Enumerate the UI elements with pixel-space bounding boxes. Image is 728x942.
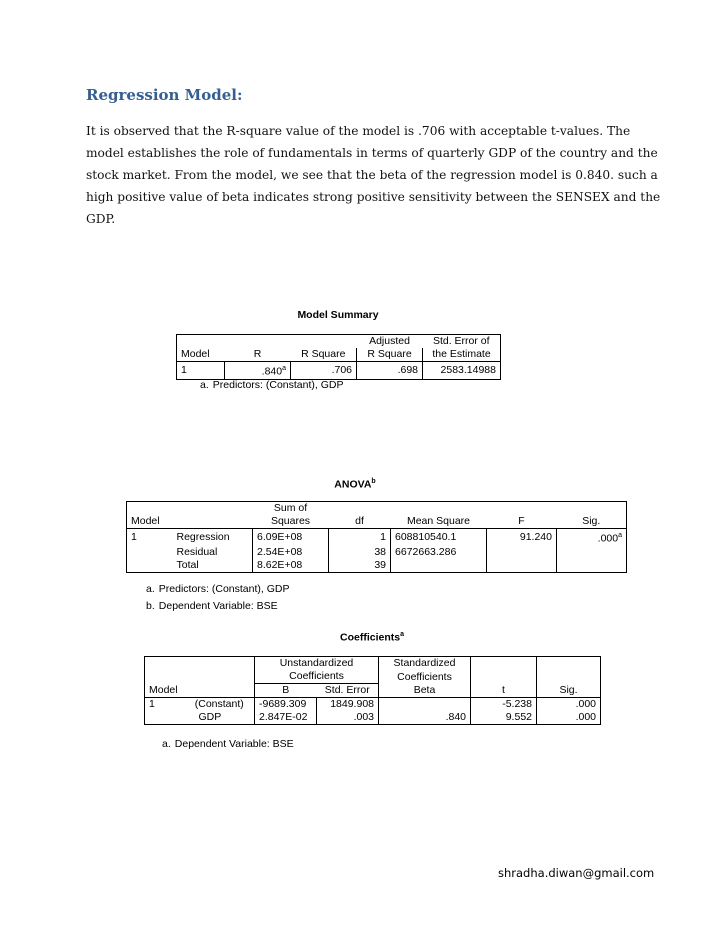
anova-header-model: Model [127, 515, 173, 529]
ms-cell-adjusted: .698 [357, 362, 423, 380]
anova-cell-ss: 8.62E+08 [253, 559, 329, 573]
coef-header-unstd-2: Coefficients [255, 670, 379, 684]
anova-cell-ms [391, 559, 487, 573]
ms-header-adjusted-1: Adjusted [357, 335, 423, 349]
anova-cell-df: 39 [329, 559, 391, 573]
coef-header-model: Model [145, 684, 185, 698]
anova-cell-ms: 6672663.286 [391, 546, 487, 559]
ms-header-se-1: Std. Error of [423, 335, 501, 349]
anova-cell-model [127, 559, 173, 573]
table-row [127, 529, 627, 546]
anova-cell-model: 1 [127, 529, 173, 546]
coef-header-sig: Sig. [537, 684, 601, 698]
coef-header-std-1: Standardized [379, 657, 471, 671]
ms-header-model: Model [177, 348, 225, 362]
ms-cell-r-square: .706 [291, 362, 357, 380]
coef-cell-model: 1 [145, 698, 185, 712]
coef-cell-model [145, 711, 185, 725]
table-row [145, 698, 601, 712]
anova-cell-sig [557, 559, 627, 573]
ms-cell-model: 1 [177, 362, 225, 380]
model-summary-title: Model Summary [297, 309, 379, 321]
ms-footnote: a. Predictors: (Constant), GDP [200, 379, 344, 391]
anova-cell-df: 38 [329, 546, 391, 559]
table-row [177, 362, 501, 380]
coef-cell-sig: .000 [537, 698, 601, 712]
anova-table [126, 501, 627, 573]
anova-title: ANOVA$^b$ [334, 478, 376, 491]
anova-cell-source: Residual [176, 545, 218, 558]
coef-header-t: t [471, 684, 537, 698]
anova-cell-ms: 608810540.1 [391, 529, 487, 546]
anova-cell-ss: 2.54E+08 [253, 546, 329, 559]
ms-cell-se: 2583.14988 [423, 362, 501, 380]
coef-cell-term: GDP [185, 711, 255, 725]
anova-footnote-a: a. Predictors: (Constant), GDP [146, 583, 290, 595]
author-email: shradha.diwan@gmail.com [498, 866, 655, 880]
coef-header-se: Std. Error [317, 684, 379, 698]
ms-header-adjusted-2: R Square [357, 348, 423, 362]
anova-cell-f [487, 559, 557, 573]
anova-header-ms: Mean Square [391, 515, 487, 529]
coef-cell-se: 1849.908 [317, 698, 379, 712]
body-paragraph: It is observed that the R-square value of the model is .706 with acceptable t-values. The model establishes the role of fundamentals in terms of quarterly GDP of the country and the stock market. From the model, we see that the beta of the regression model is 0.840. such a high positive value of beta indicates strong positive sensitivity between the SENSEX and the GDP. [86, 124, 661, 226]
table-row [127, 546, 627, 559]
coef-cell-t: -5.238 [471, 698, 537, 712]
model-summary-table [176, 334, 501, 380]
anova-cell-sig: .000$^a$ [557, 529, 627, 546]
coef-header-beta: Beta [379, 684, 471, 698]
anova-cell-model [127, 546, 173, 559]
anova-cell-sig [557, 546, 627, 559]
table-row [127, 559, 627, 573]
coef-cell-term: (Constant) [194, 698, 244, 710]
coef-cell-b: -9689.309 [255, 698, 317, 712]
coef-footnote: a. Dependent Variable: BSE [162, 738, 294, 750]
anova-header-ss-1: Sum of [253, 502, 329, 516]
anova-header-sig: Sig. [557, 515, 627, 529]
anova-cell-f: 91.240 [487, 529, 557, 546]
coefficients-title: Coefficients$^a$ [340, 631, 404, 644]
section-heading: Regression Model: [86, 86, 243, 104]
anova-cell-f [487, 546, 557, 559]
anova-cell-source: Total [173, 559, 253, 573]
anova-header-f: F [487, 515, 557, 529]
coef-cell-t: 9.552 [471, 711, 537, 725]
anova-header-ss-2: Squares [253, 515, 329, 529]
anova-cell-df: 1 [329, 529, 391, 546]
coef-header-unstd-1: Unstandardized [255, 657, 379, 671]
coef-cell-sig: .000 [537, 711, 601, 725]
anova-cell-source: Regression [176, 530, 230, 543]
coef-header-b: B [255, 684, 317, 698]
ms-cell-r: .840$^a$ [225, 362, 291, 380]
ms-header-r: R [225, 348, 291, 362]
coef-cell-beta: .840 [379, 711, 471, 725]
anova-footnote-b: b. Dependent Variable: BSE [146, 600, 278, 612]
coef-cell-beta [379, 698, 471, 712]
ms-header-se-2: the Estimate [423, 348, 501, 362]
coef-header-std-2: Coefficients [379, 670, 471, 684]
anova-cell-ss: 6.09E+08 [253, 529, 329, 546]
coefficients-table [144, 656, 601, 725]
coef-cell-se: .003 [317, 711, 379, 725]
ms-header-r-square: R Square [291, 348, 357, 362]
anova-header-df: df [329, 515, 391, 529]
coef-cell-b: 2.847E-02 [255, 711, 317, 725]
table-row [145, 711, 601, 725]
